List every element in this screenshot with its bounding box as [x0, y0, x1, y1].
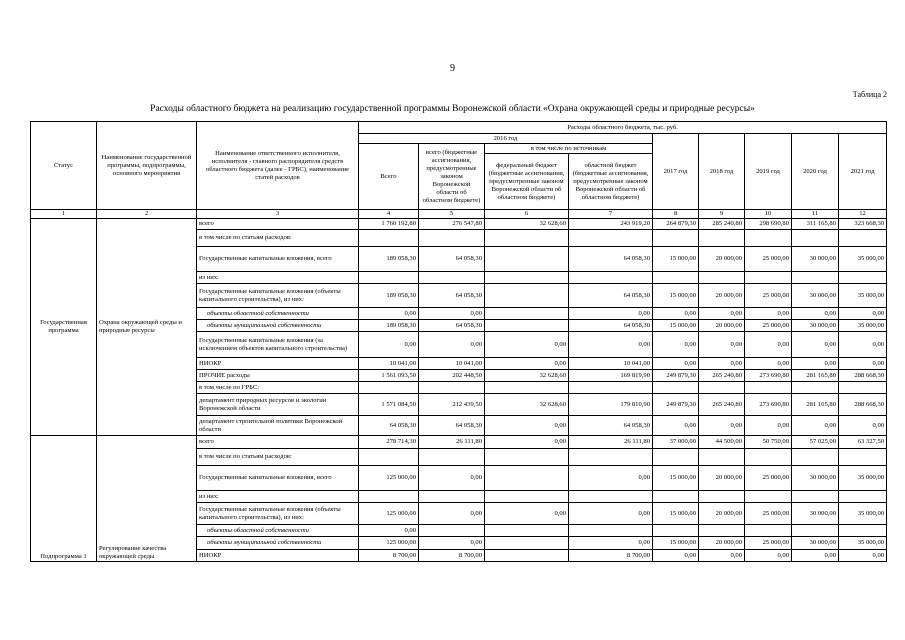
row-value: [839, 230, 887, 247]
row-value: 44 500,00: [699, 436, 745, 449]
column-number: 6: [485, 210, 569, 219]
header-2021: 2021 год: [839, 134, 887, 210]
row-value: 0,00: [839, 332, 887, 358]
row-value: 0,00: [745, 416, 792, 436]
row-value: 0,00: [485, 436, 569, 449]
row-value: 0,00: [359, 525, 419, 537]
table-row: [31, 219, 887, 230]
row-value: 0,00: [839, 550, 887, 562]
row-value: 0,00: [419, 466, 485, 491]
row-value: [569, 230, 653, 247]
row-value: 0,00: [419, 332, 485, 358]
row-value: 30 000,00: [792, 320, 839, 332]
row-value: [485, 550, 569, 562]
table-label: Таблица 2: [852, 90, 887, 99]
row-label: Государственные капитальные вложения, всего: [197, 466, 359, 491]
row-value: [653, 382, 699, 394]
row-value: [792, 449, 839, 466]
row-value: 32 628,60: [485, 219, 569, 230]
row-label: НИОКР: [197, 550, 359, 562]
row-value: 212 439,50: [419, 394, 485, 416]
row-value: [419, 230, 485, 247]
row-value: 288 668,30: [839, 394, 887, 416]
row-value: [569, 525, 653, 537]
row-value: [653, 525, 699, 537]
row-value: 189 058,30: [359, 247, 419, 272]
row-value: 0,00: [485, 503, 569, 525]
column-number: 7: [569, 210, 653, 219]
row-program-name: Охрана окружающей среды и природные ресурсы: [97, 219, 197, 436]
row-value: 15 000,00: [653, 247, 699, 272]
row-value: [839, 491, 887, 503]
row-value: 64 058,30: [419, 247, 485, 272]
row-value: 64 058,30: [569, 416, 653, 436]
header-2020: 2020 год: [792, 134, 839, 210]
column-number: 11: [792, 210, 839, 219]
row-value: 8 700,00: [359, 550, 419, 562]
row-label: объекты областной собственности: [197, 525, 359, 537]
row-value: 281 165,80: [792, 394, 839, 416]
page-number: 9: [450, 63, 455, 74]
row-value: 0,00: [792, 332, 839, 358]
row-value: 265 240,80: [699, 394, 745, 416]
row-value: 298 690,80: [745, 219, 792, 230]
row-value: [359, 491, 419, 503]
row-value: [359, 382, 419, 394]
row-value: [699, 449, 745, 466]
row-label: объекты муниципальной собственности: [197, 537, 359, 550]
column-number: 10: [745, 210, 792, 219]
row-label: Государственные капитальные вложения (объекты капитального строительства), из них:: [197, 284, 359, 308]
row-value: 0,00: [792, 416, 839, 436]
row-value: 0,00: [569, 466, 653, 491]
column-number: 5: [419, 210, 485, 219]
row-value: [485, 230, 569, 247]
row-value: [419, 525, 485, 537]
header-regional: областной бюджет (бюджетные ассигнования, предусмотренные законом Воронежской области об областном бюджете): [569, 154, 653, 210]
row-value: [485, 449, 569, 466]
row-value: 30 000,00: [792, 537, 839, 550]
header-2018: 2018 год: [699, 134, 745, 210]
row-value: 15 000,00: [653, 466, 699, 491]
row-value: 10 041,00: [359, 358, 419, 370]
header-including-sources: в том числе по источникам: [485, 144, 653, 154]
row-value: 0,00: [485, 358, 569, 370]
row-value: 0,00: [653, 332, 699, 358]
row-value: [792, 230, 839, 247]
row-value: 0,00: [699, 550, 745, 562]
row-value: 25 000,00: [745, 320, 792, 332]
row-value: 35 000,00: [839, 284, 887, 308]
row-value: 20 000,00: [699, 247, 745, 272]
row-value: [485, 284, 569, 308]
row-value: 0,00: [699, 358, 745, 370]
row-value: 0,00: [792, 550, 839, 562]
row-value: 1 571 084,50: [359, 394, 419, 416]
row-value: [485, 320, 569, 332]
row-value: 288 668,30: [839, 370, 887, 382]
header-program-name: Наименование государственной программы, подпрограммы, основного мероприятия: [97, 122, 197, 210]
row-label: объекты областной собственности: [197, 308, 359, 320]
row-label: ПРОЧИЕ расходы: [197, 370, 359, 382]
row-value: 0,00: [569, 503, 653, 525]
row-value: [792, 491, 839, 503]
row-value: 25 000,00: [745, 537, 792, 550]
row-value: 30 000,00: [792, 466, 839, 491]
column-number: 3: [197, 210, 359, 219]
row-value: 64 058,30: [419, 416, 485, 436]
row-value: 249 879,30: [653, 394, 699, 416]
row-value: 15 000,00: [653, 537, 699, 550]
row-label: Государственные капитальные вложения, всего: [197, 247, 359, 272]
column-number: 8: [653, 210, 699, 219]
row-value: 285 240,80: [699, 219, 745, 230]
row-value: [485, 466, 569, 491]
column-number: 1: [31, 210, 97, 219]
row-value: [839, 382, 887, 394]
table-row: [31, 436, 887, 449]
row-value: 0,00: [792, 358, 839, 370]
row-value: [359, 449, 419, 466]
row-value: 64 058,30: [569, 247, 653, 272]
row-value: [485, 382, 569, 394]
row-value: [419, 382, 485, 394]
column-number: 9: [699, 210, 745, 219]
row-value: [745, 449, 792, 466]
budget-table: [30, 121, 887, 562]
row-value: 0,00: [745, 358, 792, 370]
row-value: [839, 525, 887, 537]
row-value: [745, 382, 792, 394]
row-value: [745, 491, 792, 503]
row-value: [359, 272, 419, 284]
row-value: 0,00: [569, 308, 653, 320]
row-value: 0,00: [569, 537, 653, 550]
header-executor: Наименование ответственного исполнителя, исполнителя - главного распорядителя средств областного бюджета (далее - ГРБС), наименование статей расходов: [197, 122, 359, 210]
row-value: [653, 449, 699, 466]
row-value: 189 058,30: [359, 320, 419, 332]
row-value: 125 000,00: [359, 466, 419, 491]
row-value: 0,00: [699, 308, 745, 320]
row-value: 35 000,00: [839, 247, 887, 272]
row-value: 273 690,80: [745, 394, 792, 416]
row-value: 278 714,30: [359, 436, 419, 449]
row-value: 0,00: [699, 416, 745, 436]
row-label: из них:: [197, 272, 359, 284]
row-value: [569, 272, 653, 284]
row-label: Государственные капитальные вложения (объекты капитального строительства), из них:: [197, 503, 359, 525]
row-value: 311 165,80: [792, 219, 839, 230]
row-value: 243 919,20: [569, 219, 653, 230]
row-value: 281 165,80: [792, 370, 839, 382]
row-label: Государственные капитальные вложения (за исключением объектов капитального строительства): [197, 332, 359, 358]
row-value: [699, 230, 745, 247]
row-value: 64 058,30: [419, 320, 485, 332]
row-value: 323 668,30: [839, 219, 887, 230]
row-value: [699, 272, 745, 284]
row-value: [839, 272, 887, 284]
row-label: в том числе по статьям расходов:: [197, 230, 359, 247]
row-value: [792, 525, 839, 537]
row-value: 20 000,00: [699, 503, 745, 525]
row-value: [569, 449, 653, 466]
row-value: 0,00: [839, 358, 887, 370]
document-title: Расходы областного бюджета на реализацию государственной программы Воронежской области «Охрана окружающей среды и природные ресурсы»: [150, 104, 755, 114]
row-value: 0,00: [485, 332, 569, 358]
row-value: 10 041,00: [419, 358, 485, 370]
row-value: 202 448,50: [419, 370, 485, 382]
header-budget-group: Расходы областного бюджета, тыс. руб.: [359, 122, 887, 134]
row-value: 30 000,00: [792, 503, 839, 525]
row-value: 35 000,00: [839, 537, 887, 550]
row-value: [792, 272, 839, 284]
column-number: 12: [839, 210, 887, 219]
row-value: 25 000,00: [745, 247, 792, 272]
row-value: 35 000,00: [839, 503, 887, 525]
row-value: 32 628,60: [485, 394, 569, 416]
row-value: 50 750,00: [745, 436, 792, 449]
row-value: 0,00: [745, 332, 792, 358]
row-value: [792, 382, 839, 394]
row-value: [839, 449, 887, 466]
row-value: [745, 525, 792, 537]
row-value: 0,00: [653, 358, 699, 370]
row-value: [419, 449, 485, 466]
row-value: 0,00: [653, 550, 699, 562]
table-body: [31, 122, 887, 562]
row-value: 265 240,80: [699, 370, 745, 382]
row-value: 32 628,60: [485, 370, 569, 382]
header-status: Статус: [31, 122, 97, 210]
row-value: [485, 525, 569, 537]
column-number-row: [31, 210, 887, 219]
row-label: НИОКР: [197, 358, 359, 370]
row-value: [745, 230, 792, 247]
row-value: 30 000,00: [792, 284, 839, 308]
row-value: 15 000,00: [653, 320, 699, 332]
row-status: Подпрограмма 1: [31, 436, 97, 562]
row-value: [419, 491, 485, 503]
row-value: [485, 537, 569, 550]
row-value: [699, 525, 745, 537]
row-value: 25 000,00: [745, 284, 792, 308]
row-value: 25 000,00: [745, 503, 792, 525]
row-value: 15 000,00: [653, 284, 699, 308]
row-program-name: Регулирование качества окружающей среды: [97, 436, 197, 562]
row-value: [419, 272, 485, 284]
row-value: 249 879,30: [653, 370, 699, 382]
column-number: 2: [97, 210, 197, 219]
row-value: 179 810,90: [569, 394, 653, 416]
row-value: 35 000,00: [839, 466, 887, 491]
row-value: 125 000,00: [359, 537, 419, 550]
row-value: 1 561 093,50: [359, 370, 419, 382]
header-2019: 2019 год: [745, 134, 792, 210]
row-value: [485, 272, 569, 284]
row-value: 0,00: [653, 308, 699, 320]
row-value: 8 700,00: [419, 550, 485, 562]
header-total: Всего: [359, 144, 419, 210]
row-value: 0,00: [419, 308, 485, 320]
row-value: [653, 230, 699, 247]
row-value: 0,00: [359, 308, 419, 320]
row-value: 35 000,00: [839, 320, 887, 332]
row-label: всего: [197, 436, 359, 449]
row-value: [745, 272, 792, 284]
row-status: Государственная программа: [31, 219, 97, 436]
row-value: [653, 491, 699, 503]
row-value: 0,00: [745, 550, 792, 562]
row-label: в том числе по статьям расходов:: [197, 449, 359, 466]
header-federal: федеральный бюджет (бюджетные ассигнования, предусмотренные законом Воронежской области об областном бюджете): [485, 154, 569, 210]
row-value: 64 058,30: [569, 320, 653, 332]
row-label: в том числе по ГРБС:: [197, 382, 359, 394]
row-value: 0,00: [359, 332, 419, 358]
header-year-2016: 2016 год: [359, 134, 653, 144]
row-value: 30 000,00: [792, 247, 839, 272]
row-value: [699, 491, 745, 503]
column-number: 4: [359, 210, 419, 219]
row-value: 37 000,00: [653, 436, 699, 449]
row-value: [485, 247, 569, 272]
row-value: 1 760 192,80: [359, 219, 419, 230]
row-value: [569, 491, 653, 503]
row-value: [359, 230, 419, 247]
row-value: 57 025,00: [792, 436, 839, 449]
row-value: [653, 272, 699, 284]
row-label: департамент природных ресурсов и экологии Воронежской области: [197, 394, 359, 416]
row-value: 0,00: [699, 332, 745, 358]
row-label: всего: [197, 219, 359, 230]
row-value: 0,00: [839, 416, 887, 436]
row-value: 0,00: [419, 503, 485, 525]
row-value: 15 000,00: [653, 503, 699, 525]
row-value: 189 058,30: [359, 284, 419, 308]
row-value: 64 058,30: [359, 416, 419, 436]
row-value: 20 000,00: [699, 284, 745, 308]
row-value: 169 819,90: [569, 370, 653, 382]
row-value: 25 000,00: [745, 466, 792, 491]
row-value: 125 000,00: [359, 503, 419, 525]
row-value: 0,00: [485, 416, 569, 436]
row-value: [485, 491, 569, 503]
row-value: 0,00: [839, 308, 887, 320]
row-value: 20 000,00: [699, 537, 745, 550]
row-value: 26 111,80: [569, 436, 653, 449]
row-label: из них:: [197, 491, 359, 503]
row-value: 20 000,00: [699, 466, 745, 491]
row-value: 26 111,80: [419, 436, 485, 449]
row-label: объекты муниципальной собственности: [197, 320, 359, 332]
row-value: 273 690,80: [745, 370, 792, 382]
row-value: [569, 382, 653, 394]
row-value: 276 547,80: [419, 219, 485, 230]
row-value: 64 058,30: [569, 284, 653, 308]
row-value: 64 058,30: [419, 284, 485, 308]
row-value: 0,00: [653, 416, 699, 436]
row-value: 0,00: [792, 308, 839, 320]
row-label: департамент строительной политики Воронежской области: [197, 416, 359, 436]
header-2017: 2017 год: [653, 134, 699, 210]
header-total-2016: всего (бюджетные ассигнования, предусмотренные законом Воронежской области об областном бюджете): [419, 144, 485, 210]
row-value: 8 700,00: [569, 550, 653, 562]
row-value: 0,00: [419, 537, 485, 550]
row-value: 10 041,00: [569, 358, 653, 370]
row-value: 0,00: [745, 308, 792, 320]
row-value: 20 000,00: [699, 320, 745, 332]
row-value: [485, 308, 569, 320]
row-value: [699, 382, 745, 394]
row-value: 63 327,50: [839, 436, 887, 449]
row-value: 0,00: [569, 332, 653, 358]
row-value: 264 879,30: [653, 219, 699, 230]
